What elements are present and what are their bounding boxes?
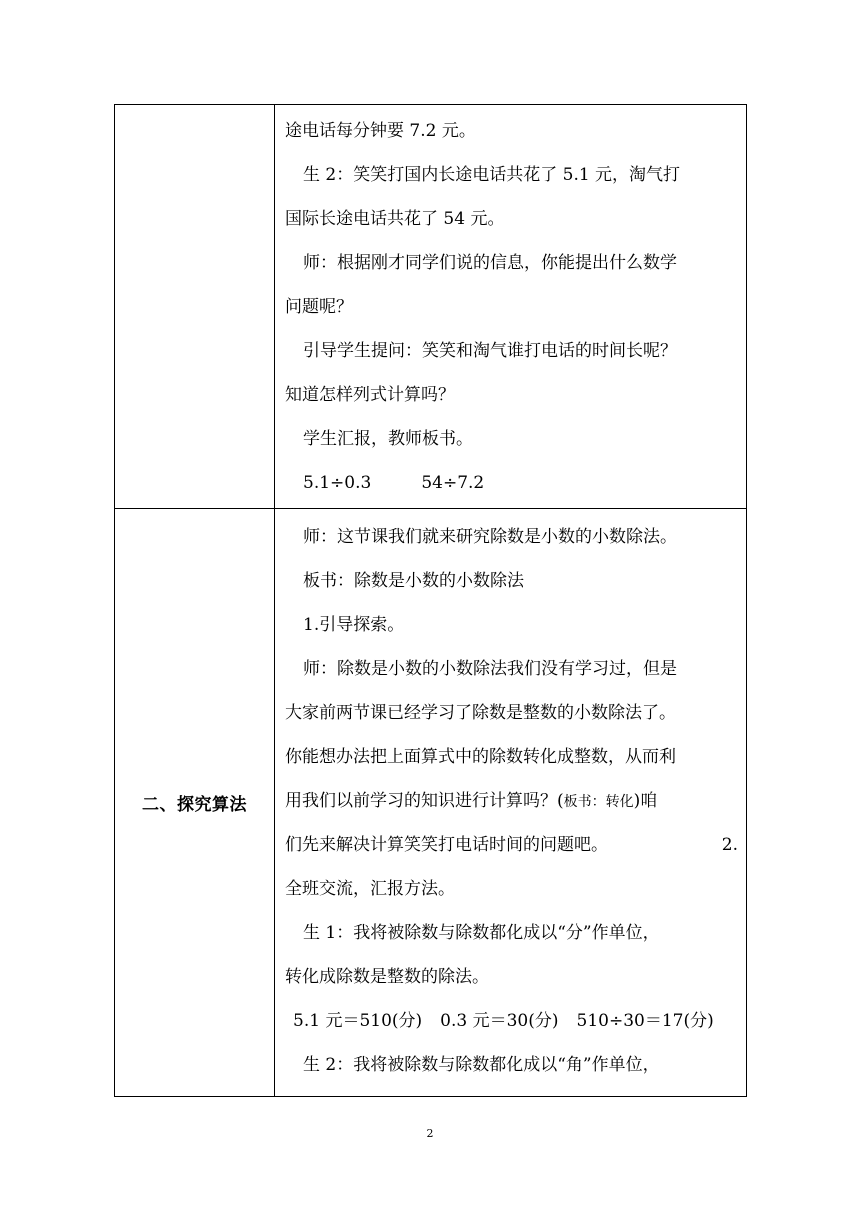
line-text: 们先来解决计算笑笑打电话时间的问题吧。 bbox=[285, 835, 608, 855]
section-label: 二、探究算法 bbox=[142, 795, 247, 815]
calc-step: 5.1 元＝510(分) bbox=[293, 1011, 423, 1031]
paragraph-line: 国际长途电话共花了 54 元。 bbox=[285, 209, 505, 229]
line-text: 用我们以前学习的知识进行计算吗？( bbox=[285, 791, 564, 811]
paragraph-line: 生 1：我将被除数与除数都化成以“分”作单位， bbox=[303, 923, 660, 943]
paragraph-line: 你能想办法把上面算式中的除数转化成整数，从而利 bbox=[285, 747, 676, 767]
section-label-cell bbox=[115, 105, 275, 509]
board-note: 板书：转化 bbox=[563, 794, 634, 810]
content-cell bbox=[275, 105, 747, 509]
paragraph-line: 问题呢？ bbox=[285, 297, 353, 317]
paragraph-line: 师：根据刚才同学们说的信息，你能提出什么数学 bbox=[303, 253, 677, 273]
paragraph-line: 知道怎样列式计算吗？ bbox=[285, 385, 455, 405]
formula-a: 5.1÷0.3 bbox=[303, 473, 372, 493]
table-row bbox=[115, 105, 747, 509]
paragraph-line: 生 2：笑笑打国内长途电话共花了 5.1 元，淘气打 bbox=[303, 165, 681, 185]
calc-step: 0.3 元＝30(分) bbox=[440, 1011, 559, 1031]
formula-line bbox=[285, 461, 738, 505]
content-cell bbox=[275, 509, 747, 1097]
page-number: 2 bbox=[426, 1127, 434, 1140]
calc-step: 510÷30＝17(分) bbox=[576, 1011, 714, 1031]
table-row bbox=[115, 509, 747, 1097]
section-label-cell bbox=[115, 509, 275, 1097]
paragraph-line: 大家前两节课已经学习了除数是整数的小数除法了。 bbox=[285, 703, 676, 723]
paragraph-line: 引导学生提问：笑笑和淘气谁打电话的时间长呢？ bbox=[303, 341, 677, 361]
paragraph-line: 师：这节课我们就来研究除数是小数的小数除法。 bbox=[303, 527, 677, 547]
paragraph-line bbox=[285, 823, 738, 867]
paragraph-line: 板书：除数是小数的小数除法 bbox=[303, 571, 524, 591]
paragraph-line bbox=[285, 779, 738, 823]
lesson-plan-table bbox=[114, 104, 747, 1097]
paragraph-line: 转化成除数是整数的除法。 bbox=[285, 967, 489, 987]
paragraph-line: 1.引导探索。 bbox=[303, 615, 405, 635]
paragraph-line: 师：除数是小数的小数除法我们没有学习过，但是 bbox=[303, 659, 677, 679]
paragraph-line: 生 2：我将被除数与除数都化成以“角”作单位， bbox=[303, 1055, 660, 1075]
paragraph-line: 学生汇报，教师板书。 bbox=[303, 429, 473, 449]
line-text: )咱 bbox=[633, 791, 658, 811]
step-number: 2. bbox=[721, 835, 738, 855]
paragraph-line: 途电话每分钟要 7.2 元。 bbox=[285, 121, 476, 141]
calculation-line bbox=[285, 999, 738, 1043]
paragraph-line: 全班交流，汇报方法。 bbox=[285, 879, 455, 899]
formula-b: 54÷7.2 bbox=[421, 473, 485, 493]
